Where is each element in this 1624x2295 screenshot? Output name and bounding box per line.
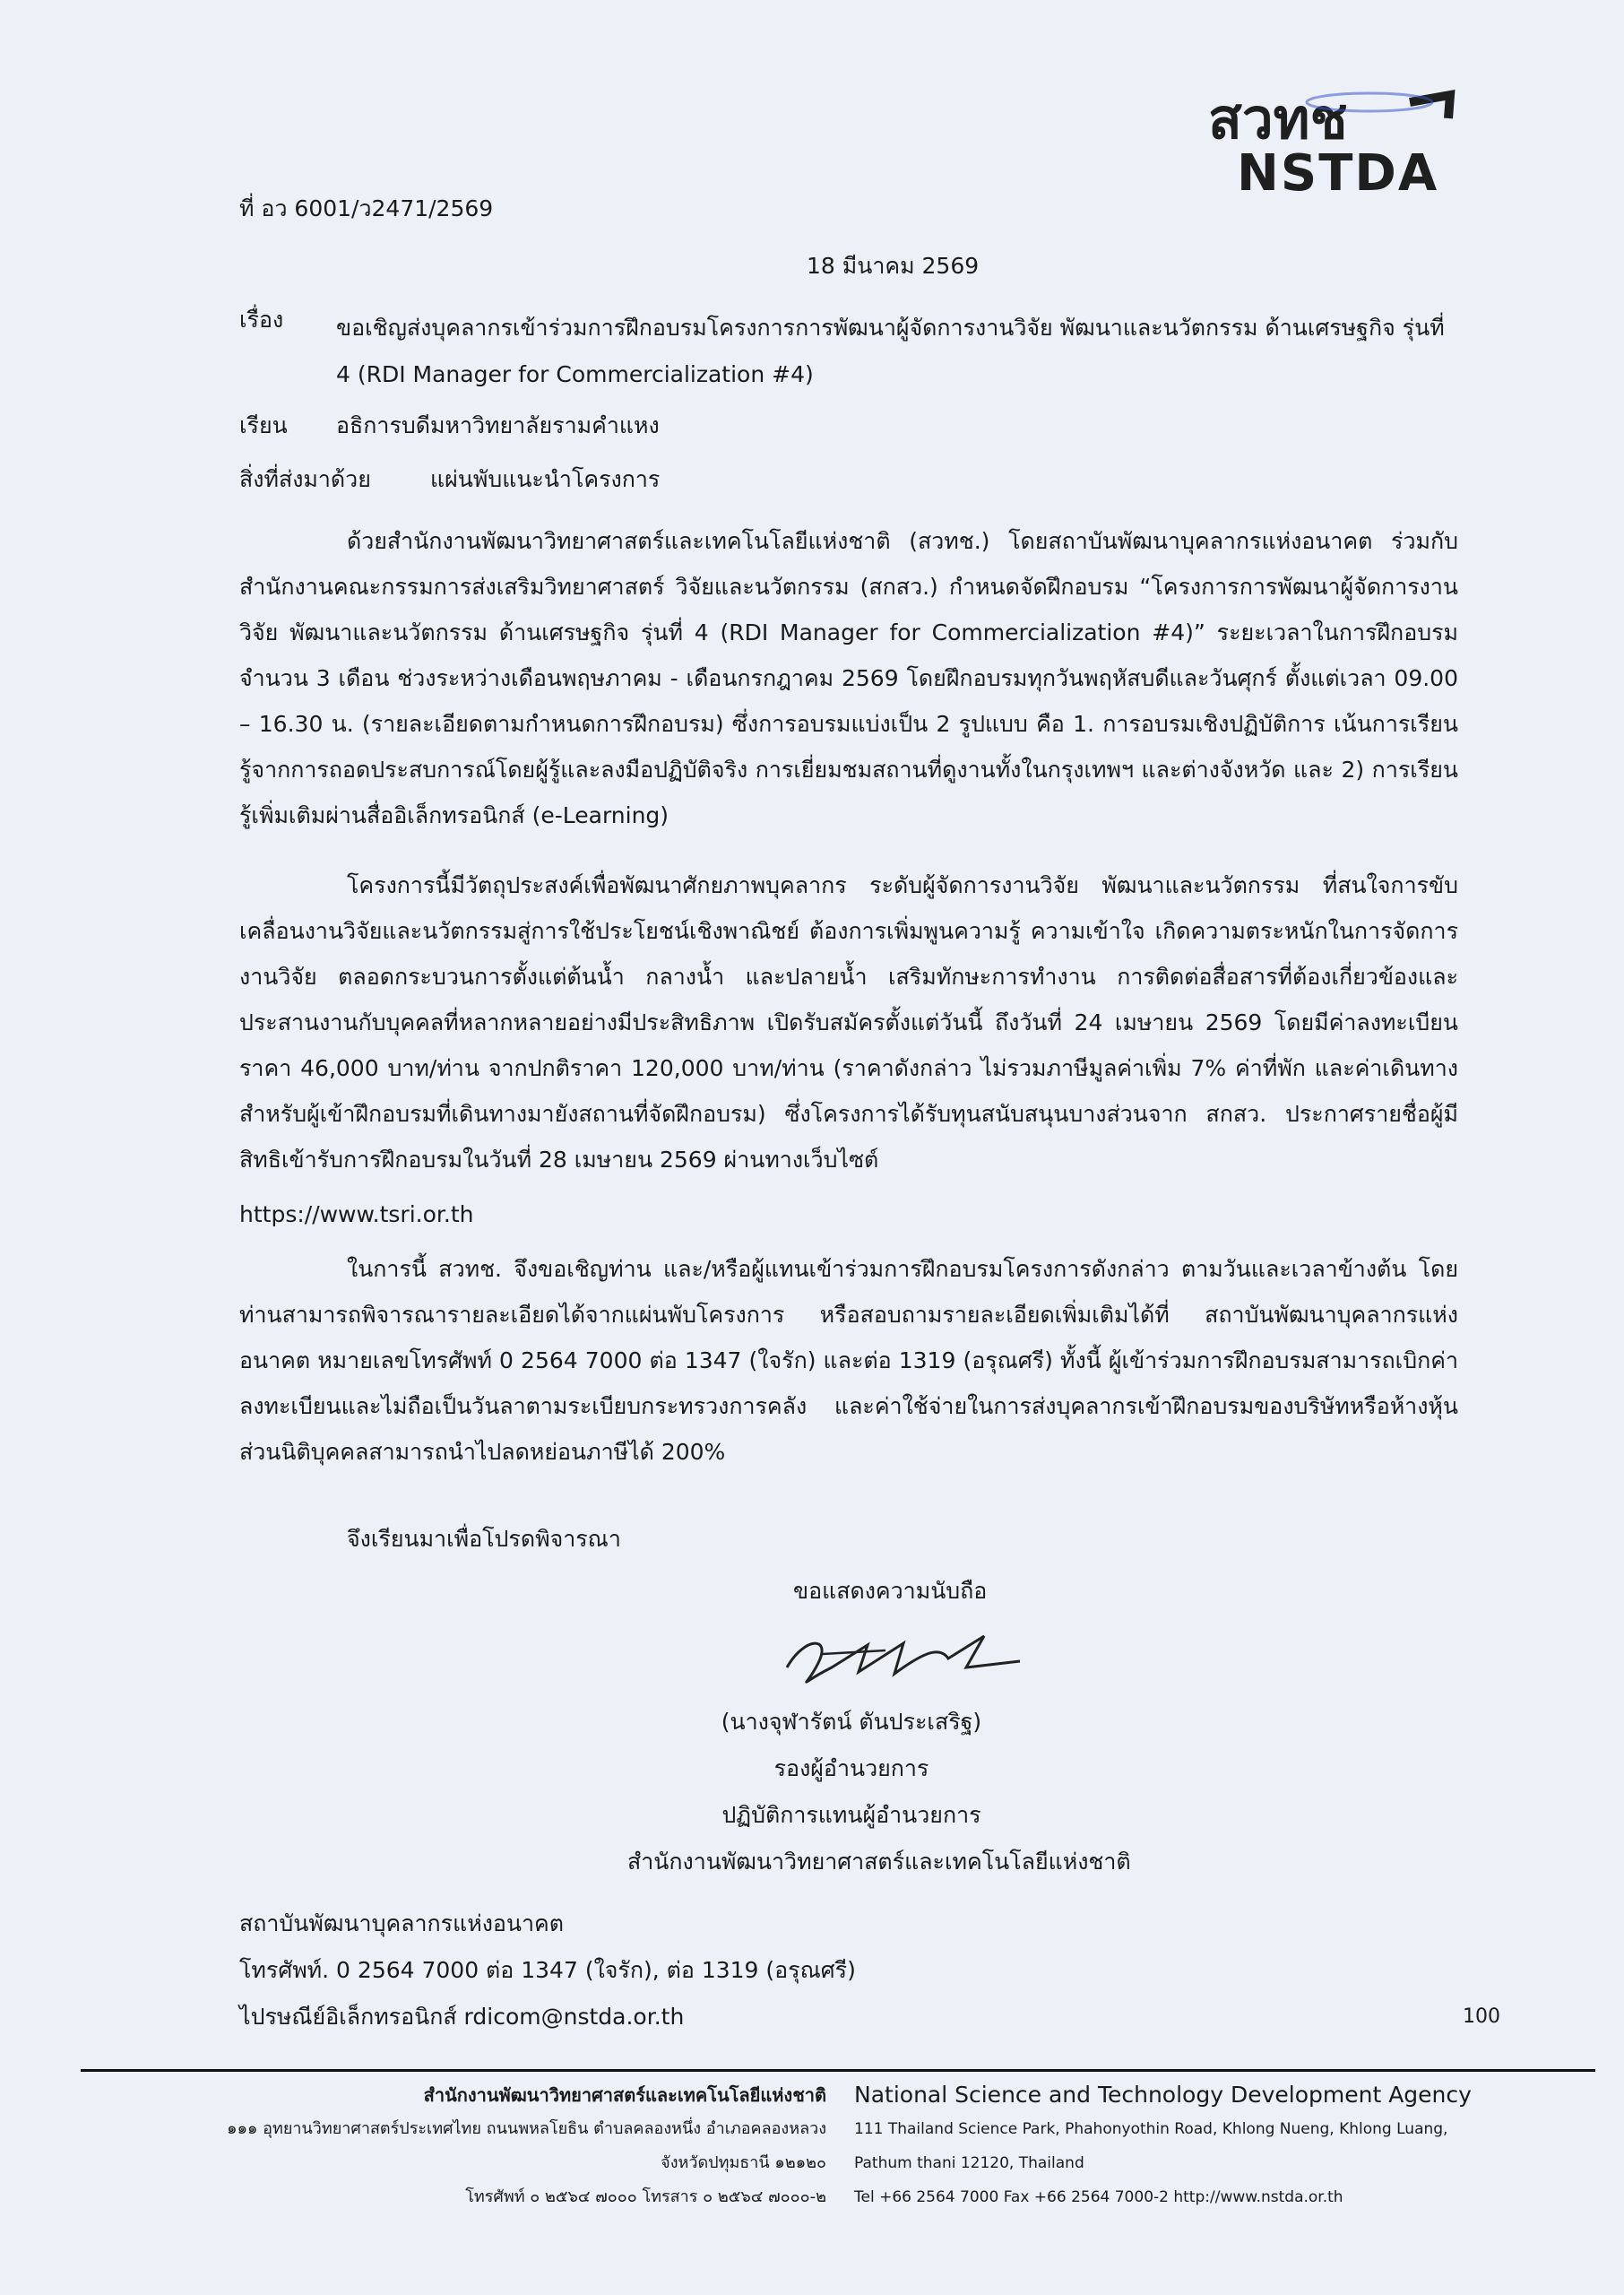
logo-en-text: NSTDA (1237, 144, 1439, 199)
signatory-org: สำนักงานพัฒนาวิทยาศาสตร์และเทคโนโลยีแห่งชาติ (627, 1849, 1131, 1875)
body-paragraph-3: ในการนี้ สวทช. จึงขอเชิญท่าน และ/หรือผู้แทนเข้าร่วมการฝึกอบรมโครงการดังกล่าว ตามวันและเวลาข้างต้น โดยท่านสามารถพิจารณารายละเอียดได้จากแผ่นพับโครงการ หรือสอบถามรายละเอียดเพิ่มเติมได้ที่ สถาบันพัฒนาบุคลากรแห่งอนาคต หมายเลขโทรศัพท์ 0 2564 7000 ต่อ 1347 (ใจรัก) และต่อ 1319 (อรุณศรี) ทั้งนี้ ผู้เข้าร่วมการฝึกอบรมสามารถเบิกค่าลงทะเบียนและไม่ถือเป็นวันลาตามระเบียบกระทรวงการคลัง และค่าใช้จ่ายในการส่งบุคลากรเข้าฝึกอบรมของบริษัทหรือห้างหุ้นส่วนนิติบุคคลสามารถนำไปลดหย่อนภาษีได้ 200% (239, 1256, 1458, 1465)
enclosure-text: แผ่นพับแนะนำโครงการ (430, 466, 661, 492)
regards-line: ขอแสดงความนับถือ (793, 1578, 988, 1604)
subject-label: เรื่อง (239, 307, 284, 333)
body-paragraph-2: โครงการนี้มีวัตถุประสงค์เพื่อพัฒนาศักยภาพบุคลากร ระดับผู้จัดการงานวิจัย พัฒนาและนวัตกรรม ที่สนใจการขับเคลื่อนงานวิจัยและนวัตกรรมสู่การใช้ประโยชน์เชิงพาณิชย์ ต้องการเพิ่มพูนความรู้ ความเข้าใจ เกิดความตระหนักในการจัดการงานวิจัย ตลอดกระบวนการตั้งแต่ต้นน้ำ กลางน้ำ และปลายน้ำ เสริมทักษะการทำงาน การติดต่อสื่อสารที่ต้องเกี่ยวข้องและประสานงานกับบุคคลที่หลากหลายอย่างมีประสิทธิภาพ เปิดรับสมัครตั้งแต่วันนี้ ถึงวันที่ 24 เมษายน 2569 โดยมีค่าลงทะเบียน ราคา 46,000 บาท/ท่าน จากปกติราคา 120,000 บาท/ท่าน (ราคาดังกล่าว ไม่รวมภาษีมูลค่าเพิ่ม 7% ค่าที่พัก และค่าเดินทาง สำหรับผู้เข้าฝึกอบรมที่เดินทางมายังสถานที่จัดฝึกอบรม) ซึ่งโครงการได้รับทุนสนับสนุนบางส่วนจาก สกสว. ประกาศรายชื่อผู้มีสิทธิเข้ารับการฝึกอบรมในวันที่ 28 เมษายน 2569 ผ่านทางเว็บไซต์ (239, 872, 1458, 1173)
signatory-name: (นางจุฬารัตน์ ตันประเสริฐ) (721, 1709, 982, 1735)
footer-th-addr1: ๑๑๑ อุทยานวิทยาศาสตร์ประเทศไทย ถนนพหลโยธิน ตำบลคลองหนึ่ง อำเภอคลองหลวง (227, 2119, 826, 2138)
footer-english (854, 2078, 1472, 2214)
contact-phone: โทรศัพท์. 0 2564 7000 ต่อ 1347 (ใจรัก), ต่อ 1319 (อรุณศรี) (239, 1957, 856, 1983)
recipient-text: อธิการบดีมหาวิทยาลัยรามคำแหง (336, 412, 660, 438)
contact-dept: สถาบันพัฒนาบุคลากรแห่งอนาคต (239, 1910, 564, 1936)
footer-en-org: National Science and Technology Development Agency (854, 2082, 1472, 2108)
signature-icon (769, 1618, 1038, 1690)
footer-en-tel: Tel +66 2564 7000 Fax +66 2564 7000-2 http://www.nstda.or.th (854, 2188, 1343, 2206)
body-paragraph-1: ด้วยสำนักงานพัฒนาวิทยาศาสตร์และเทคโนโลยีแห่งชาติ (สวทช.) โดยสถาบันพัฒนาบุคลากรแห่งอนาคต ร่วมกับ สำนักงานคณะกรรมการส่งเสริมวิทยาศาสตร์ วิจัยและนวัตกรรม (สกสว.) กำหนดจัดฝึกอบรม “โครงการการพัฒนาผู้จัดการงานวิจัย พัฒนาและนวัตกรรม ด้านเศรษฐกิจ รุ่นที่ 4 (RDI Manager for Commercialization #4)” ระยะเวลาในการฝึกอบรม จำนวน 3 เดือน ช่วงระหว่างเดือนพฤษภาคม - เดือนกรกฎาคม 2569 โดยฝึกอบรมทุกวันพฤหัสบดีและวันศุกร์ ตั้งแต่เวลา 09.00 – 16.30 น. (รายละเอียดตามกำหนดการฝึกอบรม) ซึ่งการอบรมแบ่งเป็น 2 รูปแบบ คือ 1. การอบรมเชิงปฏิบัติการ เน้นการเรียนรู้จากการถอดประสบการณ์โดยผู้รู้และลงมือปฏิบัติจริง การเยี่ยมชมสถานที่ดูงานทั้งในกรุงเทพฯ และต่างจังหวัด และ 2) การเรียนรู้เพิ่มเติมผ่านสื่ออิเล็กทรอนิกส์ (e-Learning) (239, 528, 1458, 828)
closing-line: จึงเรียนมาเพื่อโปรดพิจารณา (347, 1526, 621, 1552)
signatory-acting: ปฏิบัติการแทนผู้อำนวยการ (721, 1802, 981, 1828)
page-number: 100 (1463, 2005, 1500, 2028)
subject-text: ขอเชิญส่งบุคลากรเข้าร่วมการฝึกอบรมโครงการการพัฒนาผู้จัดการงานวิจัย พัฒนาและนวัตกรรม ด้านเศรษฐกิจ รุ่นที่ 4 (RDI Manager for Commercialization #4) (336, 315, 1445, 387)
reference-number: ที่ อว 6001/ว2471/2569 (239, 195, 494, 221)
nstda-logo-icon (1181, 82, 1477, 199)
signatory-block (627, 1699, 1131, 1885)
letter-date: 18 มีนาคม 2569 (807, 253, 980, 279)
footer-divider (81, 2069, 1595, 2072)
signatory-position: รองผู้อำนวยการ (773, 1755, 929, 1781)
footer-th-addr2: จังหวัดปทุมธานี ๑๒๑๒๐ (661, 2153, 826, 2172)
recipient-label: เรียน (239, 412, 288, 438)
contact-email[interactable]: ไปรษณีย์อิเล็กทรอนิกส์ rdicom@nstda.or.th (239, 2004, 685, 2030)
footer-th-tel: โทรศัพท์ ๐ ๒๕๖๔ ๗๐๐๐ โทรสาร ๐ ๒๕๖๔ ๗๐๐๐-๒ (465, 2187, 826, 2206)
footer-en-addr1: 111 Thailand Science Park, Phahonyothin Road, Khlong Nueng, Khlong Luang, (854, 2120, 1448, 2138)
footer-th-org: สำนักงานพัฒนาวิทยาศาสตร์และเทคโนโลยีแห่งชาติ (423, 2084, 826, 2106)
footer-thai (227, 2078, 826, 2214)
logo-th-text: สวทช (1208, 86, 1348, 152)
footer-en-addr2: Pathum thani 12120, Thailand (854, 2154, 1084, 2172)
contact-block (239, 1901, 856, 2040)
tsri-website-link[interactable]: https://www.tsri.or.th (239, 1201, 474, 1227)
enclosure-label: สิ่งที่ส่งมาด้วย (239, 466, 371, 492)
